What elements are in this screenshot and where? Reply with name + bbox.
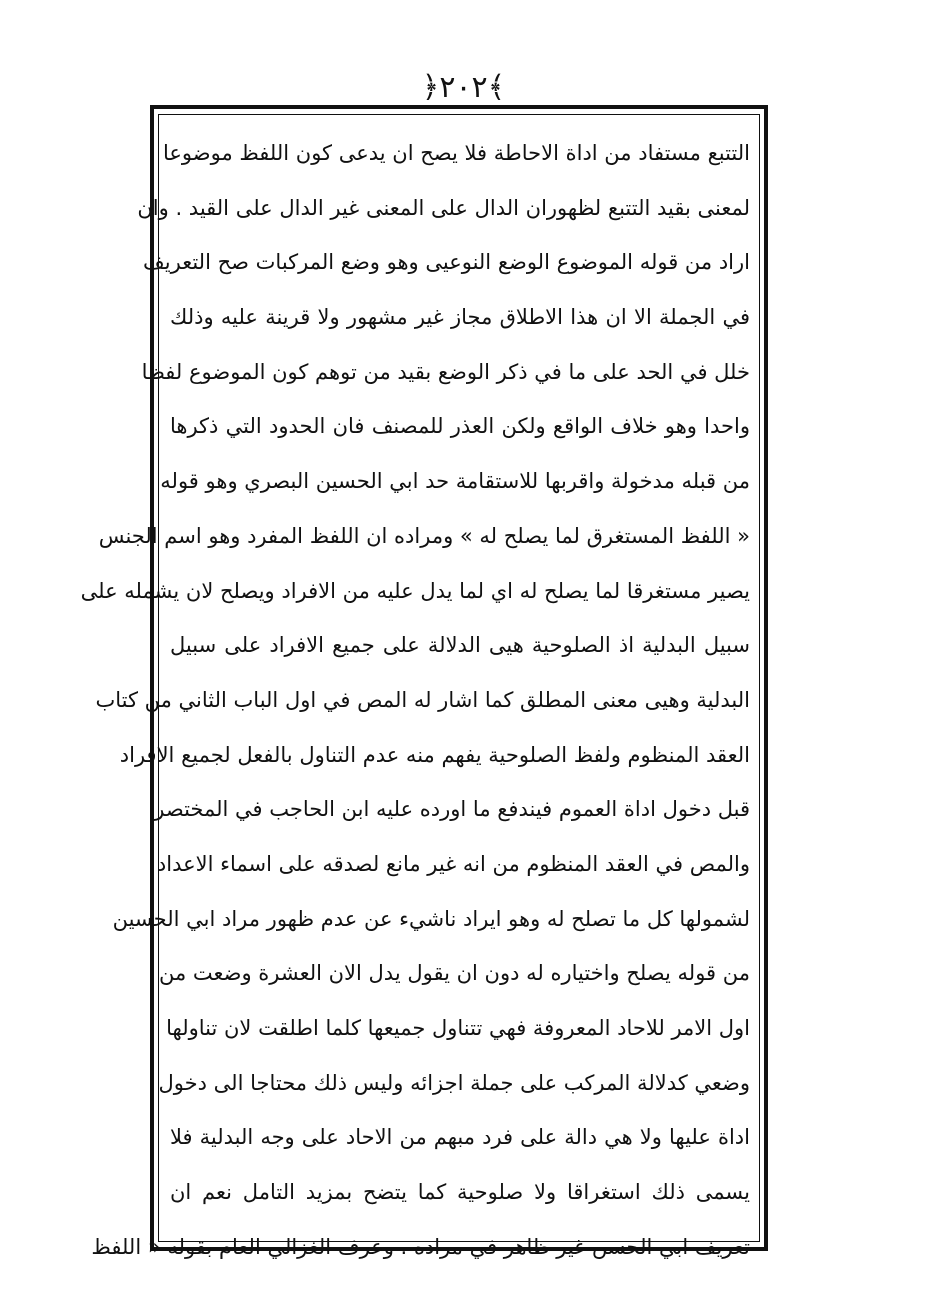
text-line: اداة عليها ولا هي دالة على فرد مبهم من الاحاد على وجه البدلية فلا — [170, 1125, 750, 1150]
text-line: وضعي كدلالة المركب على جملة اجزائه وليس ذلك محتاجا الى دخول — [158, 1070, 750, 1095]
text-line: في الجملة الا ان هذا الاطلاق مجاز غير مشهور ولا قرينة عليه وذلك — [170, 305, 750, 330]
text-line: خلل في الحد على ما في ذكر الوضع بقيد من توهم كون الموضوع لفظا — [141, 359, 750, 384]
text-line: اراد من قوله الموضوع الوضع النوعيى وهو وضع المركبات صح التعريف — [143, 250, 750, 275]
text-line: من قبله مدخولة واقربها للاستقامة حد ابي الحسين البصري وهو قوله — [160, 469, 750, 494]
text-line: تعريف ابي الحسن غير ظاهر في مراده . وعرف الغزالي العام بقوله « اللفظ — [91, 1234, 750, 1259]
text-line: البدلية وهيى معنى المطلق كما اشار له المص في اول الباب الثاني من كتاب — [95, 687, 750, 712]
text-line: التتبع مستفاد من اداة الاحاطة فلا يصح ان يدعى كون اللفظ موضوعا — [162, 141, 750, 165]
text-line: لشمولها كل ما تصلح له وهو ايراد ناشيء عن عدم ظهور مراد ابي الحسين — [112, 906, 750, 931]
text-line: اول الامر للاحاد المعروفة فهي تتناول جميعها كلما اطلقت لان تناولها — [166, 1016, 750, 1040]
text-line: والمص في العقد المنظوم من انه غير مانع لصدقه على اسماء الاعداد — [156, 851, 750, 876]
page-number: ﴿٢٠٢﴾ — [421, 70, 506, 105]
text-line: العقد المنظوم ولفظ الصلوحية يفهم منه عدم التناول بالفعل لجميع الافراد — [119, 742, 750, 767]
text-line: يسمى ذلك استغراقا ولا صلوحية كما يتضح بمزيد التامل نعم ان — [170, 1180, 750, 1205]
text-line: من قوله يصلح واختياره له دون ان يقول يدل الان العشرة وضعت من — [158, 961, 750, 986]
text-line: « اللفظ المستغرق لما يصلح له » ومراده ان اللفظ المفرد وهو اسم الجنس — [98, 523, 750, 548]
text-line: لمعنى بقيد التتبع لظهوران الدال على المعنى غير الدال على القيد . وان — [137, 195, 750, 220]
text-line: يصير مستغرقا لما يصلح له اي لما يدل عليه من الافراد ويصلح لان يشمله على — [80, 578, 750, 603]
text-line: واحدا وهو خلاف الواقع ولكن العذر للمصنف فان الحدود التي ذكرها — [170, 414, 750, 439]
text-line: قبل دخول اداة العموم فيندفع ما اورده عليه ابن الحاجب في المختصر — [154, 797, 750, 822]
body-text — [80, 126, 750, 1274]
text-line: سبيل البدلية اذ الصلوحية هيى الدلالة على جميع الافراد على سبيل — [170, 633, 750, 658]
